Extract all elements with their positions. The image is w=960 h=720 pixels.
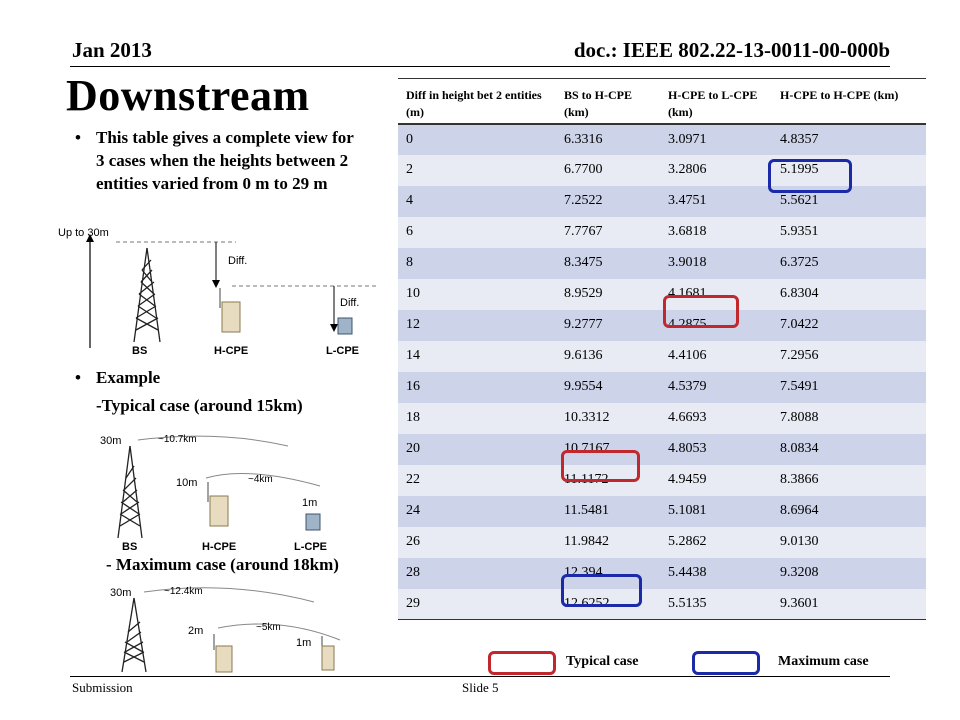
hcpe-lcpe-cell: 4.5379: [660, 372, 772, 403]
h-cpe-device-icon: [220, 288, 240, 332]
table-row: [398, 527, 926, 558]
hcpe-hcpe-cell: 6.3725: [772, 248, 926, 279]
bs-hcpe-cell: 8.9529: [556, 279, 660, 310]
bs-hcpe-cell: 10.3312: [556, 403, 660, 434]
h-cpe-device-icon: [214, 634, 232, 672]
hcpe-hcpe-cell: 8.0834: [772, 434, 926, 465]
hcpe-lcpe-cell: 5.2862: [660, 527, 772, 558]
l-cpe-device-icon: [338, 318, 352, 334]
table-row: [398, 434, 926, 465]
bs-label: BS: [122, 541, 138, 550]
l-cpe-device-icon: [306, 514, 320, 530]
footer-slide-number: Slide 5: [462, 680, 499, 695]
hcpe-lcpe-cell: 4.4106: [660, 341, 772, 372]
bullet-table-description: [75, 126, 366, 195]
height-diff-cell: 14: [398, 341, 556, 372]
bs-hcpe-cell: 8.3475: [556, 248, 660, 279]
table-row: [398, 279, 926, 310]
hcpe-label: H-CPE: [214, 345, 249, 356]
bullet-text: This table gives a complete view for 3 cases when the heights between 2 entities varied from 0 m to 29 m: [96, 128, 354, 193]
lcpe-label: L-CPE: [326, 345, 359, 356]
hcpe-hcpe-distance-label: ~5km: [256, 622, 281, 633]
height-diff-cell: 28: [398, 558, 556, 589]
bs-hcpe-distance-label: ~10.7km: [158, 434, 197, 445]
maximum-case-caption: - Maximum case (around 18km): [106, 555, 339, 574]
hcpe-hcpe-cell: 7.2956: [772, 341, 926, 372]
hcpe-lcpe-cell: 3.0971: [660, 124, 772, 155]
bs-hcpe-distance-label: ~12.4km: [164, 586, 203, 597]
height-diff-cell: 0: [398, 124, 556, 155]
table-row: [398, 310, 926, 341]
hcpe-lcpe-cell: 4.2875: [660, 310, 772, 341]
hcpe-hcpe-cell: 7.0422: [772, 310, 926, 341]
second-h-cpe-device-icon: [322, 636, 334, 670]
hcpe-hcpe-cell: 6.8304: [772, 279, 926, 310]
height-diff-cell: 22: [398, 465, 556, 496]
bullet-marker: •: [75, 368, 81, 387]
height-diff-cell: 2: [398, 155, 556, 186]
hcpe-hcpe-cell: 9.3601: [772, 589, 926, 620]
hcpe-lcpe-cell: 3.2806: [660, 155, 772, 186]
footer-submission: Submission: [72, 680, 133, 695]
hcpe-lcpe-cell: 3.4751: [660, 186, 772, 217]
hcpe-lcpe-cell: 5.4438: [660, 558, 772, 589]
hcpe-hcpe-cell: 4.8357: [772, 124, 926, 155]
col-header-bs-hcpe: BS to H-CPE (km): [556, 79, 660, 124]
height-diff-diagram: [56, 222, 386, 356]
hcpe-height-label: 10m: [176, 477, 198, 489]
height-diff-cell: 12: [398, 310, 556, 341]
typical-highlight-box: [663, 295, 739, 328]
header-divider: [70, 66, 890, 67]
hcpe-hcpe-cell: 8.3866: [772, 465, 926, 496]
table-row: [398, 558, 926, 589]
diff-label-2: Diff.: [340, 297, 360, 309]
footer-divider: [70, 676, 890, 677]
bullet-example: [75, 366, 161, 389]
bs-height-label: 30m: [100, 435, 122, 447]
bs-hcpe-cell: 9.6136: [556, 341, 660, 372]
bs-hcpe-cell: 9.2777: [556, 310, 660, 341]
table-header-row: [398, 79, 926, 124]
bs-hcpe-cell: 10.7167: [556, 434, 660, 465]
table-row: [398, 248, 926, 279]
table-row: [398, 496, 926, 527]
height-diff-cell: 4: [398, 186, 556, 217]
maximum-highlight-box: [768, 159, 852, 193]
bs-hcpe-cell: 12.394: [556, 558, 660, 589]
col-header-height-diff: Diff in height bet 2 entities (m): [398, 79, 556, 124]
typical-case-diagram: [98, 426, 358, 550]
bs-hcpe-cell: 12.6252: [556, 589, 660, 620]
maximum-case-diagram: [100, 578, 362, 674]
hcpe-lcpe-cell: 3.6818: [660, 217, 772, 248]
height-diff-cell: 10: [398, 279, 556, 310]
hcpe-lcpe-cell: 4.9459: [660, 465, 772, 496]
table-row: [398, 124, 926, 155]
table-row: [398, 341, 926, 372]
hcpe-lcpe-cell: 4.6693: [660, 403, 772, 434]
hcpe-lcpe-cell: 4.8053: [660, 434, 772, 465]
height-diff-cell: 20: [398, 434, 556, 465]
hcpe-hcpe-cell: 8.6964: [772, 496, 926, 527]
table-row: [398, 465, 926, 496]
hcpe-lcpe-cell: 5.1081: [660, 496, 772, 527]
slide-title: Downstream: [66, 71, 310, 120]
col-header-hcpe-lcpe: H-CPE to L-CPE (km): [660, 79, 772, 124]
height-diff-cell: 6: [398, 217, 556, 248]
col-header-hcpe-hcpe: H-CPE to H-CPE (km): [772, 79, 926, 124]
header-doc-id: doc.: IEEE 802.22-13-0011-00-000b: [573, 38, 890, 62]
bullet-text: Example: [96, 368, 161, 387]
height-diff-cell: 16: [398, 372, 556, 403]
bs-hcpe-cell: 11.9842: [556, 527, 660, 558]
hcpe-lcpe-cell: 3.9018: [660, 248, 772, 279]
hcpe-hcpe-cell: 5.5621: [772, 186, 926, 217]
bs-hcpe-cell: 11.5481: [556, 496, 660, 527]
bs-hcpe-cell: 7.2522: [556, 186, 660, 217]
legend-maximum-label: Maximum case: [778, 654, 869, 669]
height-diff-cell: 26: [398, 527, 556, 558]
bs-tower-icon: [122, 598, 146, 672]
hcpe-hcpe-cell: 9.3208: [772, 558, 926, 589]
legend-typical-label: Typical case: [566, 654, 639, 669]
bs-label: BS: [132, 345, 148, 356]
hcpe-lcpe-cell: 4.1681: [660, 279, 772, 310]
bs-height-label: 30m: [110, 587, 132, 599]
bs-hcpe-cell: 11.1172: [556, 465, 660, 496]
h-cpe-device-icon: [208, 482, 228, 526]
height-diff-cell: 29: [398, 589, 556, 620]
maximum-highlight-box: [561, 574, 642, 607]
table-row: [398, 372, 926, 403]
hcpe-lcpe-distance-label: ~4km: [248, 474, 273, 485]
hcpe-hcpe-cell: 7.5491: [772, 372, 926, 403]
hcpe-height-label: 2m: [188, 625, 204, 637]
height-diff-cell: 18: [398, 403, 556, 434]
hcpe-hcpe-cell: 7.8088: [772, 403, 926, 434]
diff-label-1: Diff.: [228, 255, 248, 267]
bs-hcpe-cell: 6.7700: [556, 155, 660, 186]
bs-hcpe-cell: 6.3316: [556, 124, 660, 155]
typical-highlight-box: [561, 450, 640, 482]
bullet-marker: •: [75, 128, 81, 147]
legend-maximum-swatch: [692, 651, 760, 675]
bs-hcpe-cell: 7.7767: [556, 217, 660, 248]
typical-case-caption: -Typical case (around 15km): [96, 396, 303, 415]
header-date: Jan 2013: [72, 38, 152, 62]
height-diff-cell: 24: [398, 496, 556, 527]
table-row: [398, 403, 926, 434]
second-hcpe-height-label: 1m: [296, 637, 312, 649]
table-row: [398, 589, 926, 620]
bs-tower-icon: [134, 248, 160, 342]
hcpe-hcpe-cell: 5.9351: [772, 217, 926, 248]
hcpe-hcpe-cell: 5.1995: [772, 155, 926, 186]
height-diff-cell: 8: [398, 248, 556, 279]
hcpe-hcpe-cell: 9.0130: [772, 527, 926, 558]
hcpe-lcpe-cell: 5.5135: [660, 589, 772, 620]
bs-tower-icon: [118, 446, 142, 538]
lcpe-label: L-CPE: [294, 541, 327, 550]
lcpe-height-label: 1m: [302, 497, 318, 509]
legend-typical-swatch: [488, 651, 556, 675]
up-to-30m-label: Up to 30m: [58, 227, 109, 239]
bs-hcpe-cell: 9.9554: [556, 372, 660, 403]
hcpe-label: H-CPE: [202, 541, 237, 550]
table-row: [398, 217, 926, 248]
